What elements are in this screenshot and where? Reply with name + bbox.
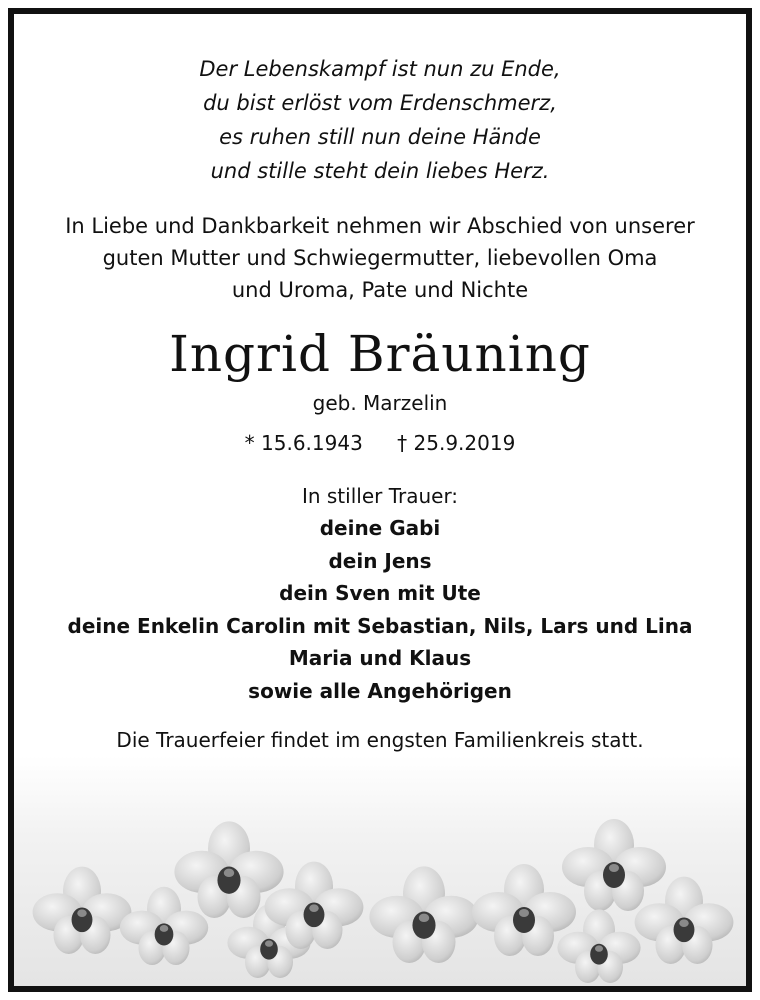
intro-line: guten Mutter und Schwiegermutter, liebevollen Oma [102,246,658,270]
obituary-frame [8,8,752,992]
mourner-line: sowie alle Angehörigen [248,678,512,703]
birth-name: geb. Marzelin [312,391,448,415]
poem-line: Der Lebenskampf ist nun zu Ende, [199,57,561,81]
death-date: † 25.9.2019 [397,431,516,455]
mourner-line: dein Jens [328,548,432,573]
mourning-heading: In stiller Trauer: [301,484,459,508]
funeral-notice: Die Trauerfeier findet im engsten Familienkreis statt. [116,728,644,752]
obituary-content [14,14,746,801]
poem-line: es ruhen still nun deine Hände [219,125,541,149]
intro-line: In Liebe und Dankbarkeit nehmen wir Abschied von unserer [65,214,695,238]
poem-line: und stille steht dein liebes Herz. [210,159,550,183]
orchid-decoration [14,756,746,986]
intro-line: und Uroma, Pate und Nichte [231,278,529,302]
mourner-line: dein Sven mit Ute [279,581,481,605]
poem-line: du bist erlöst vom Erdenschmerz, [203,91,557,115]
birth-date: * 15.6.1943 [244,431,363,455]
mourner-line: Maria und Klaus [288,646,472,670]
poem [14,52,746,188]
deceased-name: Ingrid Bräuning [169,325,591,383]
intro-text [14,210,746,306]
mourner-line: deine Gabi [319,516,441,540]
mourner-line: deine Enkelin Carolin mit Sebastian, Nils, Lars und Lina [67,613,693,638]
mourners-list [14,512,746,707]
life-dates [14,428,746,458]
